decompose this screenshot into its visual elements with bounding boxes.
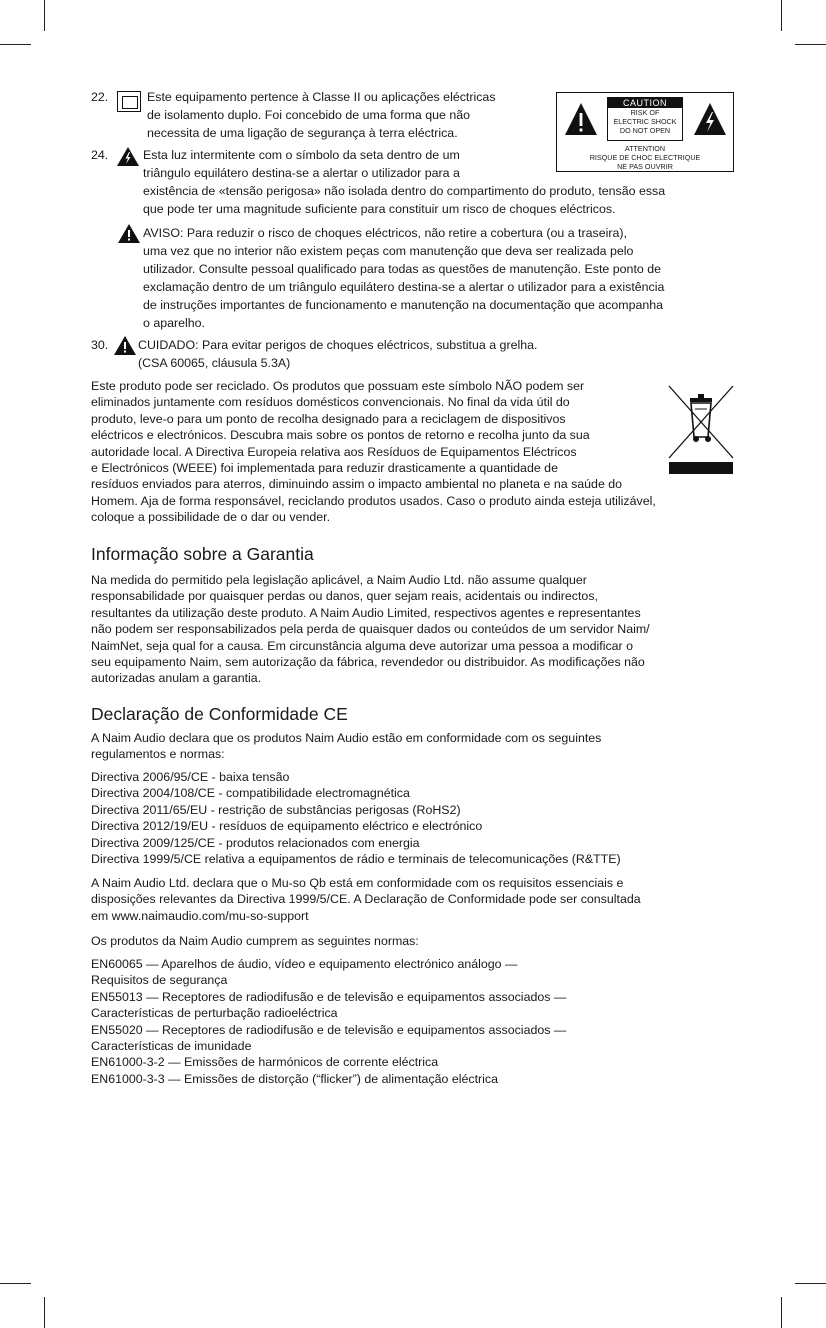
standard-item: EN55020 — Receptores de radiodifusão e de televisão e equipamentos associados — (91, 1022, 567, 1037)
conformity-intro-line: A Naim Audio declara que os produtos Naim Audio estão em conformidade com os seguintes (91, 731, 602, 745)
directive-item: Directiva 2011/65/EU - restrição de substâncias perigosas (RoHS2) (91, 802, 461, 817)
crop-mark (781, 1297, 782, 1328)
warranty-line: autorizadas anulam a garantia. (91, 671, 262, 686)
double-insulation-icon (117, 91, 141, 112)
aviso-line: exclamação dentro de um triângulo equilátero destina-se a alertar o utilizador para a existência (143, 280, 665, 294)
aviso-line: o aparelho. (143, 316, 206, 330)
recycling-line: eléctricos e electrónicos. Descubra mais sobre os pontos de retorno e recolha junto da sua (91, 428, 590, 443)
item-24-line: existência de «tensão perigosa» não isolada dentro do compartimento do produto, tensão essa (143, 184, 666, 198)
standard-item: EN61000-3-3 — Emissões de distorção (“flicker”) de alimentação eléctrica (91, 1071, 498, 1086)
standards-intro-line: Os produtos da Naim Audio cumprem as seguintes normas: (91, 934, 419, 948)
standard-item: EN60065 — Aparelhos de áudio, vídeo e equipamento electrónico análogo — (91, 957, 518, 971)
aviso-line: AVISO: Para reduzir o risco de choques eléctricos, não retire a cobertura (ou a traseira), (143, 226, 627, 240)
caution-center-box (607, 97, 683, 141)
crop-mark (795, 1283, 826, 1284)
caution-text: ATTENTION (624, 144, 666, 153)
warranty-line: não podem ser responsabilizados pela perda de quaisquer dados ou conteúdos de um servidor Naim/ (91, 622, 650, 637)
item-30-line: (CSA 60065, cláusula 5.3A) (138, 356, 291, 370)
directive-item: Directiva 1999/5/CE relativa a equipamentos de rádio e terminais de telecomunicações (R&TTE) (91, 852, 621, 867)
directive-item: Directiva 2009/125/CE - produtos relacionados com energia (91, 835, 420, 850)
warranty-line: resultantes da utilização deste produto. A Naim Audio Limited, respectivos agentes e representantes (91, 605, 641, 620)
crop-mark (44, 0, 45, 31)
warranty-paragraph (91, 572, 741, 687)
caution-title: CAUTION (608, 98, 682, 108)
item-22-line: Este equipamento pertence à Classe II ou aplicações eléctricas (147, 90, 496, 104)
recycling-line: eliminados juntamente com resíduos domésticos convencionais. No final da vida útil do (91, 395, 570, 410)
electric-shock-icon (692, 101, 728, 137)
declaration-line: disposições relevantes da Directiva 1999/5/CE. A Declaração de Conformidade pode ser consultada (91, 892, 641, 907)
declaration-line: em www.naimaudio.com/mu-so-support (91, 908, 309, 923)
warning-triangle-icon (563, 101, 599, 137)
item-24-line: Esta luz intermitente com o símbolo da seta dentro de um (143, 148, 460, 162)
warning-triangle-icon (114, 336, 136, 355)
weee-crossed-bin-icon (666, 383, 736, 475)
item-22-number: 22. (91, 90, 109, 104)
standard-item: EN55013 — Receptores de radiodifusão e de televisão e equipamentos associados — (91, 989, 567, 1004)
recycling-line: Homem. Aja de forma responsável, reciclando produtos usados. Caso o produto ainda esteja utilizável, (91, 493, 656, 508)
directives-list (91, 769, 741, 867)
standard-item: Características de perturbação radioeléctrica (91, 1006, 338, 1021)
warranty-line: seu equipamento Naim, sem autorização da fábrica, revendedor ou distribuidor. As modificações não (91, 655, 645, 670)
crop-mark (781, 0, 782, 31)
item-22-line: necessita de uma ligação de segurança à terra eléctrica. (147, 126, 458, 140)
electric-shock-icon (117, 147, 139, 166)
standards-list (91, 956, 741, 1087)
aviso-line: utilizador. Consulte pessoal qualificado para todas as questões de manutenção. Este ponto de (143, 262, 661, 276)
recycling-paragraph (91, 378, 741, 526)
crop-mark (44, 1297, 45, 1328)
recycling-line: e Electrónicos (WEEE) foi implementada para reduzir drasticamente a quantidade de (91, 461, 558, 476)
recycling-line: resíduos enviados para aterros, diminuindo assim o impacto ambiental no planeta e na saúde do (91, 477, 623, 492)
item-24-number: 24. (91, 148, 109, 162)
caution-bottom-text (557, 144, 733, 171)
recycling-line: autoridade local. A Directiva Europeia relativa aos Resíduos de Equipamentos Eléctricos (91, 444, 577, 459)
item-30-number: 30. (91, 338, 109, 352)
directive-item: Directiva 2004/108/CE - compatibilidade electromagnética (91, 786, 410, 801)
conformity-intro-line: regulamentos e normas: (91, 747, 225, 762)
directive-item: Directiva 2012/19/EU - resíduos de equipamento eléctrico e electrónico (91, 819, 483, 834)
warning-triangle-icon (118, 224, 140, 243)
caution-text: RISK OF (630, 108, 660, 117)
crop-mark (0, 44, 31, 45)
item-24-line: triângulo equilátero destina-se a alertar o utilizador para a (143, 166, 460, 180)
conformity-heading: Declaração de Conformidade CE (91, 704, 348, 724)
caution-label (556, 92, 734, 172)
recycling-line: produto, leve-o para um ponto de recolha designado para a reciclagem de dispositivos (91, 411, 566, 426)
caution-text: NE PAS OUVRIR (617, 162, 673, 171)
caution-text: ELECTRIC SHOCK (613, 117, 677, 126)
warranty-heading: Informação sobre a Garantia (91, 544, 314, 564)
warranty-line: Na medida do permitido pela legislação aplicável, a Naim Audio Ltd. não assume qualquer (91, 573, 587, 587)
warranty-line: NaimNet, seja qual for a causa. Em circunstância alguma deve autorizar uma pessoa a modificar o (91, 638, 634, 653)
conformity-intro (91, 730, 741, 763)
crop-mark (795, 44, 826, 45)
caution-text: DO NOT OPEN (619, 126, 671, 135)
item-24-line: que pode ter uma magnitude suficiente para constituir um risco de choques eléctricos. (143, 202, 616, 216)
declaration-paragraph (91, 875, 741, 924)
declaration-line: A Naim Audio Ltd. declara que o Mu-so Qb está em conformidade com os requisitos essenciais e (91, 876, 624, 890)
standard-item: Características de imunidade (91, 1039, 252, 1054)
directive-item: Directiva 2006/95/CE - baixa tensão (91, 770, 290, 784)
caution-text: RISQUE DE CHOC ELECTRIQUE (589, 153, 701, 162)
warranty-line: responsabilidade por quaisquer perdas ou danos, quer sejam reais, acidentais ou indirectos, (91, 589, 598, 604)
recycling-line: Este produto pode ser reciclado. Os produtos que possuam este símbolo NÃO podem ser (91, 379, 585, 393)
item-22-line: de isolamento duplo. Foi concebido de uma forma que não (147, 108, 471, 122)
standards-intro (91, 933, 741, 949)
item-30-line: CUIDADO: Para evitar perigos de choques eléctricos, substitua a grelha. (138, 338, 538, 352)
aviso-line: uma vez que no interior não existem peças com manutenção que deva ser realizada pelo (143, 244, 634, 258)
standard-item: Requisitos de segurança (91, 973, 228, 988)
standard-item: EN61000-3-2 — Emissões de harmónicos de corrente eléctrica (91, 1055, 439, 1070)
recycling-line: coloque a possibilidade de o dar ou vender. (91, 510, 331, 525)
aviso-line: de instruções importantes de funcionamento e manutenção na documentação que acompanha (143, 298, 664, 312)
crop-mark (0, 1283, 31, 1284)
